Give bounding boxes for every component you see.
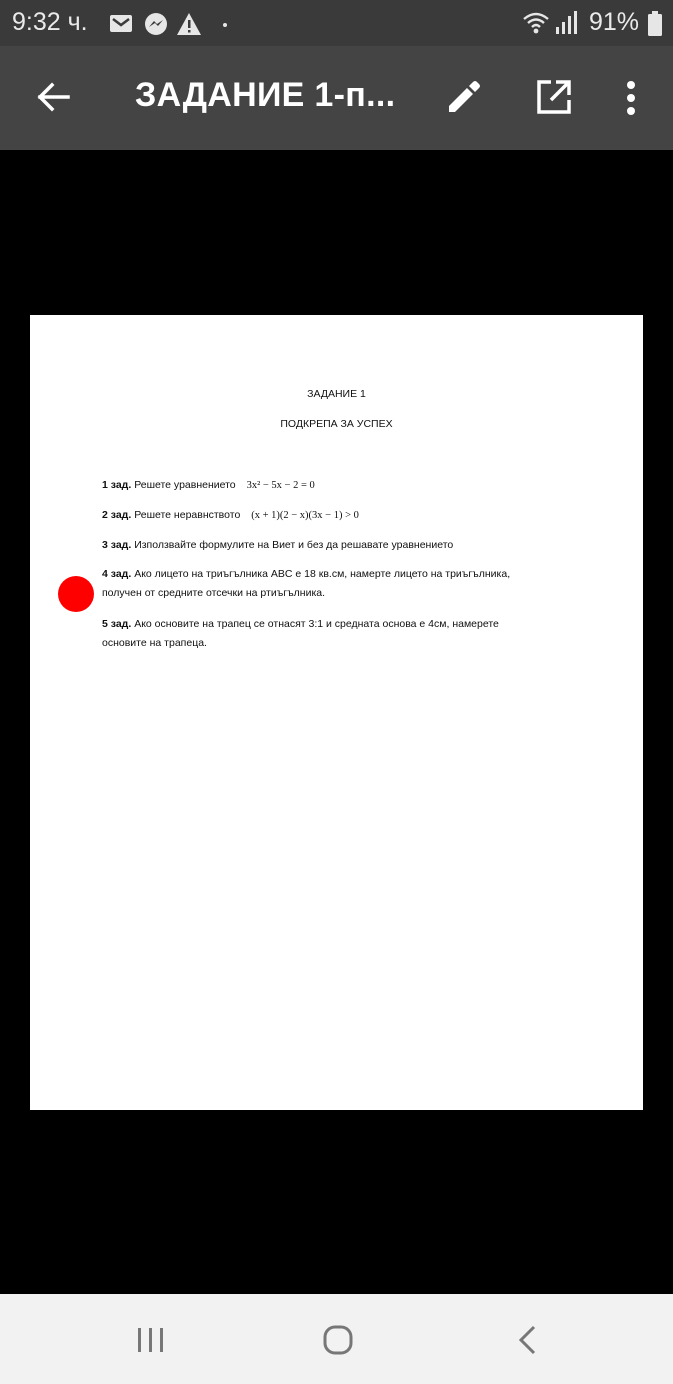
doc-heading: ЗАДАНИЕ 1 (307, 388, 366, 400)
status-icons-left (108, 10, 228, 38)
task-5 (102, 615, 542, 653)
task-text: Ако лицето на триъгълника ABC е 18 кв.см, намерте лицето на триъгълника, получен от средните отсечки на ртиъгълника. (102, 568, 511, 599)
status-bar (0, 0, 673, 46)
warning-icon (177, 13, 201, 35)
document-title: ЗАДАНИЕ 1-п... (135, 76, 396, 114)
task-label: 5 зад. (102, 618, 132, 630)
task-formula: 3x² − 5x − 2 = 0 (246, 480, 315, 491)
task-text: Решете неравнството (134, 509, 241, 521)
recent-apps-icon[interactable] (136, 1326, 166, 1354)
task-2 (102, 506, 542, 525)
wifi-signal-icons (522, 10, 580, 36)
document-viewer[interactable] (0, 150, 673, 1294)
task-3 (102, 536, 542, 555)
doc-subheading: ПОДКРЕПА ЗА УСПЕХ (280, 418, 393, 430)
task-label: 4 зад. (102, 568, 132, 580)
task-label: 2 зад. (102, 509, 132, 521)
task-text: Решете уравнението (134, 479, 236, 491)
battery-icon (648, 11, 662, 36)
task-label: 3 зад. (102, 539, 132, 551)
messenger-icon (145, 13, 167, 35)
task-text: Използвайте формулите на Виет и без да решавате уравнението (134, 539, 454, 551)
document-page[interactable] (30, 315, 643, 1110)
edit-pencil-icon[interactable] (446, 79, 482, 115)
more-vert-icon[interactable] (624, 80, 638, 116)
red-marker-dot (58, 576, 94, 612)
status-time: 9:32 ч. (12, 8, 88, 36)
task-1 (102, 476, 542, 495)
navigation-bar (0, 1294, 673, 1384)
gmail-icon (110, 15, 132, 32)
task-4 (102, 565, 542, 603)
task-formula: (x + 1)(2 − x)(3x − 1) > 0 (251, 510, 359, 521)
home-icon[interactable] (322, 1324, 354, 1356)
open-external-icon[interactable] (536, 79, 572, 115)
signal-icon (556, 11, 577, 34)
task-text: Ако основите на трапец се отнасят 3:1 и средната основа е 4см, намерете основите на трапеца. (102, 618, 499, 649)
dot-icon (223, 23, 227, 27)
back-arrow-icon[interactable] (36, 82, 70, 112)
back-icon[interactable] (516, 1324, 538, 1356)
wifi-icon (524, 14, 548, 27)
task-label: 1 зад. (102, 479, 132, 491)
app-bar (0, 46, 673, 150)
battery-percent: 91% (588, 8, 639, 36)
